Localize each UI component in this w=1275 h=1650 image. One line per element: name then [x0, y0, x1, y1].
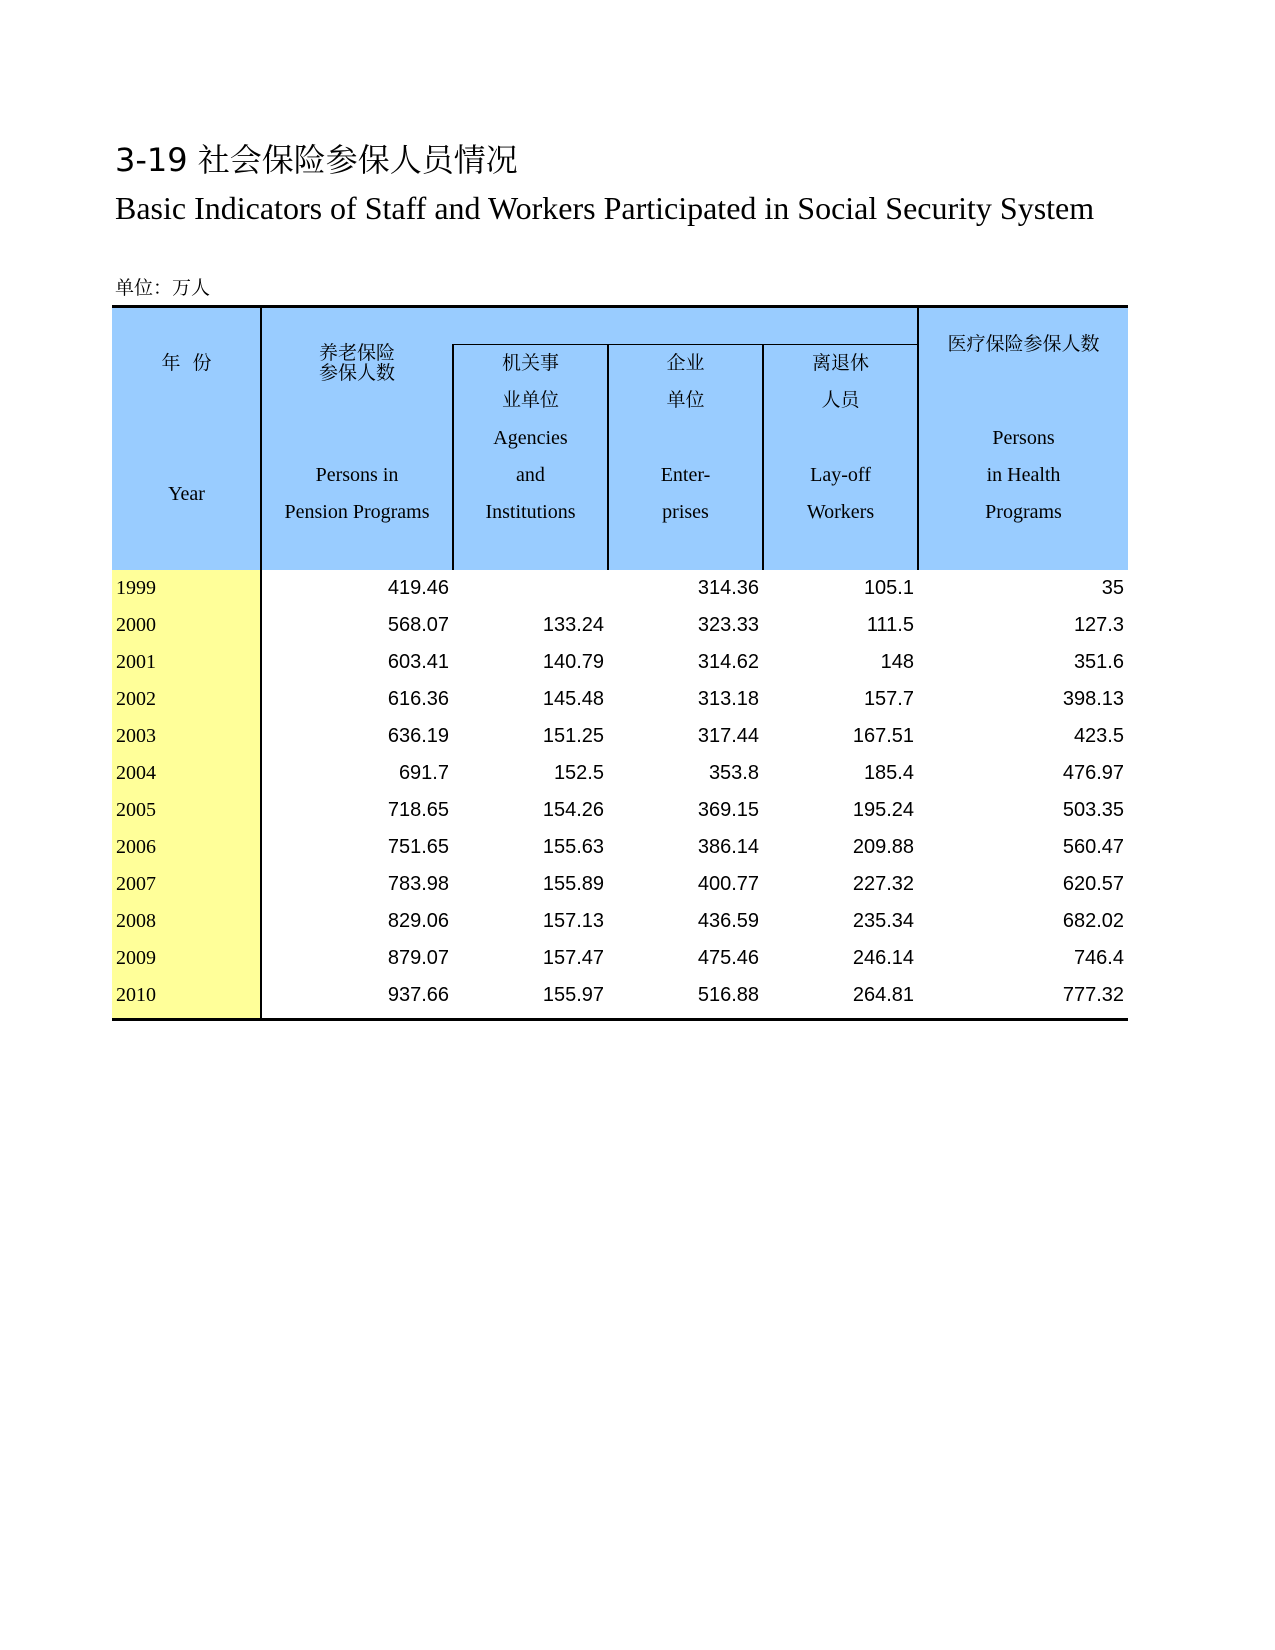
header-layoff-en-1: Lay-off — [810, 464, 871, 486]
row-2002-pension: 616.36 — [387, 688, 449, 710]
row-2001-year: 2001 — [116, 651, 156, 673]
header-health-en-3: Programs — [985, 501, 1062, 523]
row-2004-enterprises: 353.8 — [708, 762, 759, 784]
page-title-en: Basic Indicators of Staff and Workers Participated in Social Security System — [115, 191, 1095, 226]
row-2007-health: 620.57 — [1062, 873, 1124, 895]
row-1999-enterprises: 314.36 — [697, 577, 759, 599]
unit-label: 单位：万人 — [115, 277, 211, 299]
row-2007-pension: 783.98 — [387, 873, 449, 895]
row-2003-health: 423.5 — [1073, 725, 1124, 747]
row-2000-enterprises: 323.33 — [697, 614, 759, 636]
row-2006-agencies: 155.63 — [542, 836, 604, 858]
row-2001-pension: 603.41 — [387, 651, 449, 673]
row-2010-layoff: 264.81 — [852, 984, 914, 1006]
header-year-en: Year — [168, 483, 205, 505]
row-2009-pension: 879.07 — [387, 947, 449, 969]
header-pension-cn-1: 养老保险 — [318, 342, 395, 364]
row-1999-pension: 419.46 — [387, 577, 449, 599]
row-2003-pension: 636.19 — [387, 725, 449, 747]
row-2009-year: 2009 — [116, 947, 156, 969]
row-2004-agencies: 152.5 — [553, 762, 604, 784]
row-2005-layoff: 195.24 — [852, 799, 914, 821]
row-1999-year: 1999 — [116, 577, 156, 599]
row-2007-agencies: 155.89 — [542, 873, 604, 895]
header-enterprises-en-2: prises — [662, 501, 709, 523]
row-2010-year: 2010 — [116, 984, 156, 1006]
header-pension-en-2: Pension Programs — [284, 501, 430, 523]
header-enterprises-cn-2: 单位 — [666, 389, 705, 411]
header-pension-en-1: Persons in — [315, 464, 399, 486]
row-2000-pension: 568.07 — [387, 614, 449, 636]
row-2008-pension: 829.06 — [387, 910, 449, 932]
row-2009-health: 746.4 — [1073, 947, 1124, 969]
row-2003-enterprises: 317.44 — [697, 725, 759, 747]
row-2008-layoff: 235.34 — [852, 910, 914, 932]
header-layoff-cn-1: 离退休 — [811, 352, 869, 374]
row-2007-enterprises: 400.77 — [697, 873, 759, 895]
row-2006-year: 2006 — [116, 836, 156, 858]
row-1999-health: 35 — [1101, 577, 1124, 599]
row-2010-enterprises: 516.88 — [697, 984, 759, 1006]
row-2010-agencies: 155.97 — [542, 984, 604, 1006]
header-pension-cn-2: 参保人数 — [318, 362, 395, 384]
row-2002-year: 2002 — [116, 688, 156, 710]
row-2009-layoff: 246.14 — [852, 947, 914, 969]
table-bottom-border — [112, 1018, 1128, 1021]
header-health-cn: 医疗保险参保人数 — [947, 333, 1100, 355]
row-2002-agencies: 145.48 — [542, 688, 604, 710]
row-2005-pension: 718.65 — [387, 799, 449, 821]
row-2004-pension: 691.7 — [398, 762, 449, 784]
header-layoff-cn-2: 人员 — [821, 389, 860, 411]
row-2003-year: 2003 — [116, 725, 156, 747]
header-agencies-en-1: Agencies — [493, 427, 568, 449]
row-2001-enterprises: 314.62 — [697, 651, 759, 673]
row-2006-enterprises: 386.14 — [697, 836, 759, 858]
row-2005-health: 503.35 — [1062, 799, 1124, 821]
header-year-cn: 年 份 — [161, 352, 212, 374]
row-2002-health: 398.13 — [1062, 688, 1124, 710]
row-2008-health: 682.02 — [1062, 910, 1124, 932]
header-layoff-en-2: Workers — [806, 501, 875, 523]
row-2005-enterprises: 369.15 — [697, 799, 759, 821]
row-2009-enterprises: 475.46 — [697, 947, 759, 969]
row-2002-layoff: 157.7 — [863, 688, 914, 710]
row-2000-layoff: 111.5 — [866, 614, 914, 636]
row-1999-layoff: 105.1 — [863, 577, 914, 599]
page-title-cn: 3-19 社会保险参保人员情况 — [115, 141, 518, 179]
row-2004-year: 2004 — [116, 762, 156, 784]
row-2008-year: 2008 — [116, 910, 156, 932]
header-agencies-en-3: Institutions — [485, 501, 576, 523]
row-2009-agencies: 157.47 — [542, 947, 604, 969]
row-2006-pension: 751.65 — [387, 836, 449, 858]
header-agencies-cn-2: 业单位 — [501, 389, 559, 411]
header-enterprises-en-1: Enter- — [660, 464, 711, 486]
row-2004-layoff: 185.4 — [863, 762, 914, 784]
row-2001-agencies: 140.79 — [542, 651, 604, 673]
row-2000-agencies: 133.24 — [542, 614, 604, 636]
header-agencies-en-2: and — [516, 464, 545, 486]
row-2006-health: 560.47 — [1062, 836, 1124, 858]
row-2004-health: 476.97 — [1062, 762, 1124, 784]
table-top-border — [112, 305, 1128, 308]
row-2008-agencies: 157.13 — [542, 910, 604, 932]
header-health-en-2: in Health — [986, 464, 1061, 486]
row-2010-health: 777.32 — [1062, 984, 1124, 1006]
row-2000-year: 2000 — [116, 614, 156, 636]
row-2010-pension: 937.66 — [387, 984, 449, 1006]
row-2000-health: 127.3 — [1073, 614, 1124, 636]
row-2003-agencies: 151.25 — [542, 725, 604, 747]
row-2001-health: 351.6 — [1073, 651, 1124, 673]
header-health-en-1: Persons — [992, 427, 1055, 449]
header-enterprises-cn-1: 企业 — [666, 352, 705, 374]
header-agencies-cn-1: 机关事 — [501, 352, 559, 374]
row-2007-year: 2007 — [116, 873, 156, 895]
row-2007-layoff: 227.32 — [852, 873, 914, 895]
row-2005-year: 2005 — [116, 799, 156, 821]
row-2006-layoff: 209.88 — [852, 836, 914, 858]
row-2001-layoff: 148 — [880, 651, 914, 673]
row-2005-agencies: 154.26 — [542, 799, 604, 821]
row-2003-layoff: 167.51 — [852, 725, 914, 747]
row-2008-enterprises: 436.59 — [697, 910, 759, 932]
row-2002-enterprises: 313.18 — [697, 688, 759, 710]
